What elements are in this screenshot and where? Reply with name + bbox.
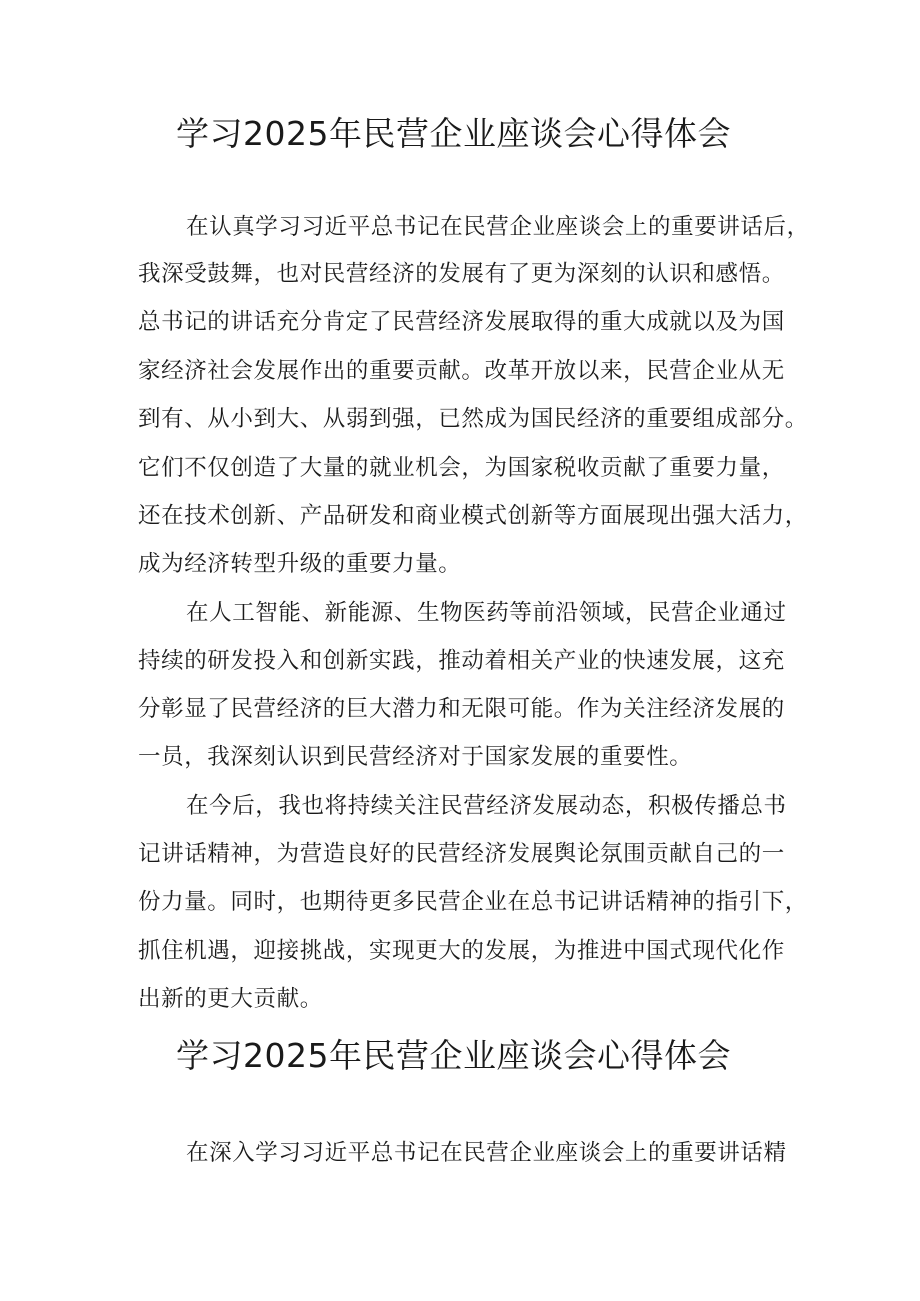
- article-1-line-3: 总书记的讲话充分肯定了民营经济发展取得的重大成就以及为国: [138, 309, 785, 335]
- article-1-line-14: 记讲话精神，为营造良好的民营经济发展舆论氛围贡献自己的一: [138, 841, 785, 867]
- article-1-line-17: 出新的更大贡献。: [138, 986, 323, 1012]
- article-1-line-8: 成为经济转型升级的重要力量。: [138, 551, 462, 577]
- article-1-line-9: 在人工智能、新能源、生物医药等前沿领域，民营企业通过: [186, 600, 787, 626]
- article-1-line-12: 一员，我深刻认识到民营经济对于国家发展的重要性。: [138, 744, 693, 770]
- article-1-line-1: 在认真学习习近平总书记在民营企业座谈会上的重要讲话后，: [186, 214, 810, 240]
- article-1-line-7: 还在技术创新、产品研发和商业模式创新等方面展现出强大活力，: [138, 503, 808, 529]
- article-1-line-4: 家经济社会发展作出的重要贡献。改革开放以来，民营企业从无: [138, 358, 785, 384]
- article-1-line-6: 它们不仅创造了大量的就业机会，为国家税收贡献了重要力量，: [138, 455, 785, 481]
- article-1-line-10: 持续的研发投入和创新实践，推动着相关产业的快速发展，这充: [138, 648, 785, 674]
- article-1-line-13: 在今后，我也将持续关注民营经济发展动态，积极传播总书: [186, 793, 787, 819]
- article-2-line-1: 在深入学习习近平总书记在民营企业座谈会上的重要讲话精: [186, 1140, 787, 1166]
- article-2-title: 学习2025年民营企业座谈会心得体会: [176, 1036, 731, 1075]
- article-1-line-15: 份力量。同时，也期待更多民营企业在总书记讲话精神的指引下，: [138, 889, 808, 915]
- article-1-line-2: 我深受鼓舞，也对民营经济的发展有了更为深刻的认识和感悟。: [138, 261, 785, 287]
- article-1-title: 学习2025年民营企业座谈会心得体会: [176, 114, 731, 153]
- article-1-line-11: 分彰显了民营经济的巨大潜力和无限可能。作为关注经济发展的: [138, 696, 785, 722]
- article-1-line-5: 到有、从小到大、从弱到强，已然成为国民经济的重要组成部分。: [138, 406, 808, 432]
- article-1-line-16: 抓住机遇，迎接挑战，实现更大的发展，为推进中国式现代化作: [138, 938, 785, 964]
